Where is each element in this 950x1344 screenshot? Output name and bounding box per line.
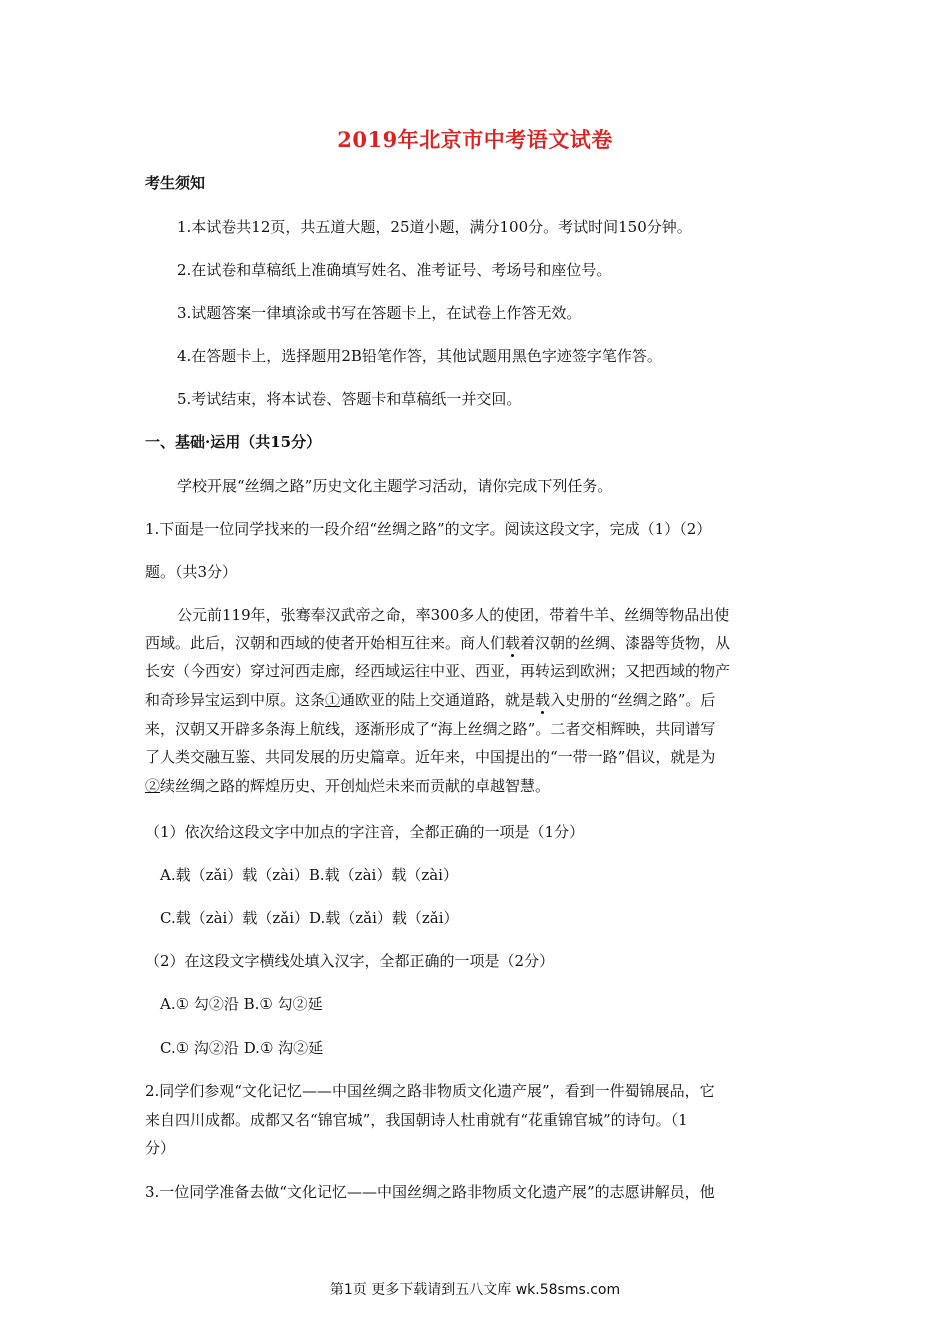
question-1-stem-cont: 题。（共3分） (145, 563, 238, 581)
passage-line: ②续丝绸之路的辉煌历史、开创灿烂未来而贡献的卓越智慧。 (145, 777, 551, 795)
question-2: 2.同学们参观“文化记忆——中国丝绸之路非物质文化遗产展”，看到一件蜀锦展品，它 (145, 1082, 715, 1100)
notice-item: 2.在试卷和草稿纸上准确填写姓名、准考证号、考场号和座位号。 (177, 261, 612, 279)
question-2-cont: 分） (145, 1139, 176, 1157)
passage-line: 了人类交融互鉴、共同发展的历史篇章。近年来，中国提出的“一带一路”倡议，就是为 (145, 748, 716, 766)
dotted-char: 载 (535, 691, 551, 709)
options-ab: A.载（zǎi）载（zài）B.载（zài）载（zài） (160, 866, 458, 884)
passage-line: 公元前119年，张骞奉汉武帝之命，率300多人的使团，带着牛羊、丝绸等物品出使 (177, 606, 730, 624)
question-1-stem: 1.下面是一位同学找来的一段介绍“丝绸之路”的文字。阅读这段文字，完成（1）（2） (145, 520, 712, 538)
page-footer: 第1页 更多下载请到五八文库 wk.58sms.com (329, 1282, 621, 1298)
dotted-char: 载 (505, 634, 521, 652)
notice-item: 3.试题答案一律填涂或书写在答题卡上，在试卷上作答无效。 (177, 304, 582, 322)
sub-question-2: （2）在这段文字横线处填入汉字，全都正确的一项是（2分） (145, 952, 555, 970)
notice-item: 4.在答题卡上，选择题用2B铅笔作答，其他试题用黑色字迹签字笔作答。 (177, 347, 662, 365)
page-title: 2019年北京市中考语文试卷 (337, 127, 613, 152)
notice-item: 1.本试卷共12页，共五道大题，25道小题，满分100分。考试时间150分钟。 (177, 218, 692, 236)
blank-2: ② (145, 777, 161, 795)
options-ab: A.① 勾②沿 B.① 勾②延 (160, 995, 323, 1013)
passage-line: 来，汉朝又开辟多条海上航线，逐渐形成了“海上丝绸之路”。二者交相辉映，共同谱写 (145, 720, 716, 738)
notice-heading: 考生须知 (145, 174, 206, 192)
sub-question-1: （1）依次给这段文字中加点的字注音，全都正确的一项是（1分） (145, 823, 585, 841)
question-2-cont: 来自四川成都。成都又名“锦官城”，我国朝诗人杜甫就有“花重锦官城”的诗句。（1 (145, 1111, 688, 1129)
passage-line: 长安（今西安）穿过河西走廊，经西域运往中亚、西亚，再转运到欧洲；又把西域的物产 (145, 662, 731, 680)
passage-line: 西域。此后，汉朝和西域的使者开始相互往来。商人们载着汉朝的丝绸、漆器等货物，从 (145, 634, 731, 652)
section-intro: 学校开展“丝绸之路”历史文化主题学习活动，请你完成下列任务。 (177, 477, 613, 495)
blank-1: ① (325, 691, 341, 709)
passage-line: 和奇珍异宝运到中原。这条①通欧亚的陆上交通道路，就是载入史册的“丝绸之路”。后 (145, 691, 716, 709)
section-heading: 一、基础·运用（共15分） (145, 433, 322, 451)
options-cd: C.载（zài）载（zǎi）D.载（zǎi）载（zǎi） (160, 909, 459, 927)
notice-item: 5.考试结束，将本试卷、答题卡和草稿纸一并交回。 (177, 390, 522, 408)
question-3: 3.一位同学准备去做“文化记忆——中国丝绸之路非物质文化遗产展”的志愿讲解员，他 (145, 1183, 715, 1201)
options-cd: C.① 沟②沿 D.① 沟②延 (160, 1039, 324, 1057)
